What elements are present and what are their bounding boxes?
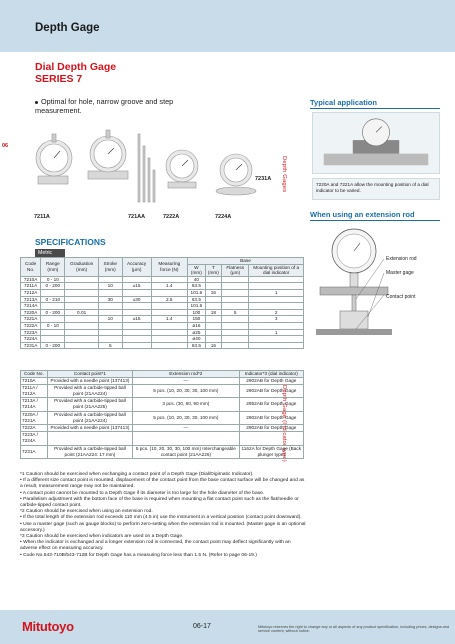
table-cell (222, 276, 249, 283)
feature-text: Optimal for hole, narrow groove and step measurement. (35, 97, 174, 115)
table-cell (249, 322, 304, 329)
feature-bullet (35, 97, 185, 115)
table-cell (222, 303, 249, 310)
table-header: Graduation (mm) (65, 258, 98, 277)
table-cell: 2902AB for Depth Gage (239, 384, 303, 397)
table-row (21, 329, 304, 336)
table-cell: 5 (98, 342, 122, 349)
table-cell (151, 276, 188, 283)
table-cell: 2902AB for Depth Gage (239, 425, 303, 432)
table-cell: 1162A for Depth Gage (Back plunger type) (239, 445, 303, 458)
table-cell: 30 (98, 296, 122, 303)
table-cell (239, 432, 303, 445)
table-cell: 7211A / 7212A (21, 384, 48, 397)
table-header: Code No. (21, 371, 48, 378)
table-cell (47, 432, 132, 445)
table-cell (41, 289, 65, 296)
table-row (21, 316, 304, 323)
table-cell (65, 342, 98, 349)
table-cell: 7222A (21, 425, 48, 432)
table-cell: 7211A (21, 283, 41, 290)
note-line: *2 Caution should be exercised when using an extension rod. (20, 509, 153, 515)
table-cell (205, 276, 221, 283)
table-header: W (mm) (188, 264, 206, 276)
table-cell: 5 (222, 309, 249, 316)
table-cell (222, 296, 249, 303)
table-row (21, 322, 304, 329)
table-cell (65, 316, 98, 323)
table-cell (205, 303, 221, 310)
table-cell: 101.6 (188, 303, 206, 310)
table-cell (205, 316, 221, 323)
note-line: • When the indicator is exchanged and a longer extension rod is connected, the contact point may deflect significantly with an adverse effect on measuring accuracy. (20, 540, 291, 552)
table-cell: 0 - 10 (41, 276, 65, 283)
table-cell: 3 pcs. (30, 60, 90 mm) (133, 398, 239, 411)
table-header: Stroke (mm) (98, 258, 122, 277)
table-row (21, 425, 304, 432)
table-cell (98, 322, 122, 329)
table-header: Mounting position of a dial indicator (249, 264, 304, 276)
page-title: Depth Gage (35, 22, 100, 34)
product-label-1: 7211A (34, 214, 50, 220)
table-cell: 7221A (21, 316, 41, 323)
table-cell (41, 336, 65, 343)
table-cell: Provided with a carbide-tipped ball point (21AA224) (47, 384, 132, 397)
table-cell (249, 342, 304, 349)
table-cell (205, 329, 221, 336)
note-line: • If the total length of the extension rod exceeds 110 mm (4.5 in) use the instrument in a vertical position (contact point downward). (20, 515, 302, 521)
table-cell (151, 342, 188, 349)
table-row (21, 309, 304, 316)
product-label-3: 7222A (163, 214, 180, 220)
table-header: Measuring force (N) (151, 258, 188, 277)
master-gage-label: Master gage (386, 270, 414, 276)
table-cell: 7214A (21, 303, 41, 310)
specifications-title: SPECIFICATIONS (35, 237, 106, 247)
note-line: *3 Caution should be exercised when indicators are used on a Depth Gage. (20, 534, 184, 540)
table-cell: 7213A / 7214A (21, 398, 48, 411)
note-line: • If a different size contact point is mounted, displacement of the contact point from the base contact surface will be changed and as a result, measurement range may not be maintained. (20, 478, 305, 490)
note-line: • Use a master gage (such as gauge blocks) to perform zero-setting when the extension rod is mounted. (Master gage is an optional accessory.) (20, 521, 306, 533)
table-cell (151, 336, 188, 343)
table-cell: 5 pcs. (10, 20, 30, 30, 100 mm) (133, 384, 239, 397)
table-cell (65, 283, 98, 290)
specifications-table (20, 257, 304, 349)
table-cell (122, 322, 151, 329)
table-row (21, 296, 304, 303)
table-cell (41, 316, 65, 323)
note-line: • Code No.543-710B/543-712B for Depth Gage has a measuring force less than 1.5 N. (Refer to page 06-19.) (20, 552, 257, 558)
table-cell (249, 276, 304, 283)
table-cell: 1.4 (151, 283, 188, 290)
side-tab-number: 06 (2, 143, 9, 149)
table-cell: 0 - 200 (41, 342, 65, 349)
table-cell (222, 342, 249, 349)
typical-application-caption: 7220A and 7221A allow the mounting position of a dial indicator to be varied. (312, 178, 440, 200)
table-cell: — (133, 377, 239, 384)
table-cell: 1.4 (151, 316, 188, 323)
table-header: Accuracy (μm) (122, 258, 151, 277)
table-row (21, 398, 304, 411)
table-cell: Provided with a needle point (137413) (47, 377, 132, 384)
table-cell (151, 322, 188, 329)
table-cell: 7213A (21, 296, 41, 303)
table-cell (205, 296, 221, 303)
table-row (21, 276, 304, 283)
table-row (21, 445, 304, 458)
table-cell: ø25 (188, 329, 206, 336)
table-cell (222, 322, 249, 329)
table-cell: 7210A (21, 377, 48, 384)
table-cell: 7231A (21, 445, 48, 458)
table-cell: 7212A (21, 289, 41, 296)
table-cell: 101.6 (188, 289, 206, 296)
extension-rod-label: Extension rod (386, 256, 417, 262)
table-cell: Provided with a carbide-tipped ball point (21AA224: 17 mm) (47, 445, 132, 458)
table-cell (98, 303, 122, 310)
table-row (21, 432, 304, 445)
table-cell (65, 296, 98, 303)
table-cell: 2.5 (151, 296, 188, 303)
table-cell: ±15 (122, 316, 151, 323)
table-cell (122, 336, 151, 343)
table-cell (222, 329, 249, 336)
note-line: *1 Caution should be exercised when exchanging a contact point of a Depth Gage (Dial/Digimatic Indicator). (20, 472, 254, 477)
divider (310, 108, 440, 109)
disclaimer: Mitutoyo reserves the right to change any or all aspects of any product specification, including prices, designs and service content, without notice. (258, 625, 450, 633)
table-row (21, 377, 304, 384)
extension-rod-diagram (312, 223, 442, 341)
contact-point-label: Contact point (386, 294, 416, 300)
table-cell: 7231A (21, 342, 41, 349)
table-header: Indicator*3 (dial indicator) (239, 371, 303, 378)
note-line: • Parallelism adjustment with the bottom face of the base is required when mounting a flat contact point such as the flat/needle or carbide-tipped contact point. (20, 496, 299, 509)
table-row (21, 384, 304, 397)
table-cell (41, 303, 65, 310)
table-row (21, 289, 304, 296)
table-header: Range (mm) (41, 258, 65, 277)
accessories-table (20, 370, 304, 459)
table-cell: 10 (98, 283, 122, 290)
table-cell (65, 276, 98, 283)
table-header: Code No. (21, 258, 41, 277)
table-row (21, 283, 304, 290)
product-label-5: 7231A (255, 176, 272, 182)
table-cell: 2 (249, 309, 304, 316)
table-cell: ø40 (188, 336, 206, 343)
table-row (21, 303, 304, 310)
table-cell (151, 289, 188, 296)
table-cell: 16 (205, 342, 221, 349)
table-cell: 16 (205, 289, 221, 296)
product-label-4: 7224A (215, 214, 232, 220)
table-cell: 0 - 200 (41, 283, 65, 290)
table-cell (98, 329, 122, 336)
table-cell: Provided with a needle point (137413) (47, 425, 132, 432)
table-cell (205, 336, 221, 343)
mitutoyo-logo: Mitutoyo (22, 619, 74, 634)
table-cell (151, 309, 188, 316)
product-photo (30, 116, 280, 208)
table-cell (41, 329, 65, 336)
table-cell (65, 322, 98, 329)
notes (20, 472, 306, 559)
table-cell: 0 - 200 (41, 309, 65, 316)
table-cell: Provided with a carbide-tipped ball point (21AA225) (47, 398, 132, 411)
table-cell: 0 - 210 (41, 296, 65, 303)
table-cell (133, 432, 239, 445)
bullet-icon (35, 101, 38, 104)
extension-rod-title: When using an extension rod (310, 210, 415, 219)
table-cell (205, 283, 221, 290)
table-cell (65, 303, 98, 310)
table-cell: 5 pcs. (10, 20, 30, 30, 100 mm) (133, 411, 239, 424)
side-tab-label-bottom: Depth Gage (Indicator type) (281, 385, 287, 462)
table-cell (249, 303, 304, 310)
table-cell (151, 303, 188, 310)
table-cell: 0 - 10 (41, 322, 65, 329)
metric-tag: Metric (35, 249, 65, 257)
table-cell (249, 336, 304, 343)
table-cell: 2902AB for Depth Gage (239, 411, 303, 424)
table-cell: 2952AB for Depth Gage (239, 398, 303, 411)
table-cell: 18 (205, 309, 221, 316)
table-cell (98, 309, 122, 316)
table-cell: 7210A (21, 276, 41, 283)
table-cell (122, 329, 151, 336)
note-line: • A contact point cannot be mounted to a Depth Gage if its diameter is too large for the hole diameter of the base. (20, 490, 265, 496)
table-cell (222, 336, 249, 343)
table-row (21, 411, 304, 424)
product-label-2: 721AA (128, 214, 146, 220)
table-cell: ø16 (188, 322, 206, 329)
typical-application-image (312, 112, 440, 174)
table-cell (98, 289, 122, 296)
table-cell (122, 303, 151, 310)
table-cell (65, 329, 98, 336)
table-cell (122, 342, 151, 349)
table-cell (222, 316, 249, 323)
table-cell (122, 309, 151, 316)
table-cell: 7224A (21, 336, 41, 343)
table-cell: 63.5 (188, 283, 206, 290)
table-header: Extension rod*2 (133, 371, 239, 378)
table-cell: 63.5 (188, 296, 206, 303)
table-cell (249, 296, 304, 303)
table-header: Contact point*1 (47, 371, 132, 378)
series-title (35, 61, 116, 85)
table-cell (222, 289, 249, 296)
table-cell: — (133, 425, 239, 432)
table-cell: 150 (188, 316, 206, 323)
divider (310, 220, 440, 221)
table-cell: 7220A / 7221A (21, 411, 48, 424)
table-cell (65, 289, 98, 296)
table-cell: 1 (249, 289, 304, 296)
table-cell (205, 322, 221, 329)
table-row (21, 342, 304, 349)
table-cell: 100 (188, 309, 206, 316)
table-cell: 7220A (21, 309, 41, 316)
table-cell: 5 pcs. (10, 20, 30, 30, 100 mm) Interchangeable contact point (21AA226) (133, 445, 239, 458)
table-cell: 3 (249, 316, 304, 323)
series-line-1: Dial Depth Gage (35, 61, 117, 73)
table-cell: 7223A / 7224A (21, 432, 48, 445)
table-cell (65, 336, 98, 343)
table-cell (98, 336, 122, 343)
table-row (21, 336, 304, 343)
table-cell: 0.01 (65, 309, 98, 316)
table-cell: Provided with a carbide-tipped ball point (21AA224) (47, 411, 132, 424)
table-header: Base (188, 258, 304, 265)
typical-application-title: Typical application (310, 98, 377, 107)
table-cell (122, 276, 151, 283)
table-cell: 2902AB for Depth Gage (239, 377, 303, 384)
table-cell: ±30 (122, 296, 151, 303)
table-cell: 40 (188, 276, 206, 283)
table-cell (222, 283, 249, 290)
table-cell: 7222A (21, 322, 41, 329)
table-cell (151, 329, 188, 336)
table-cell: 63.5 (188, 342, 206, 349)
table-cell: 10 (98, 316, 122, 323)
side-tab-label: Depth Gages (281, 156, 287, 193)
table-header: T (mm) (205, 264, 221, 276)
table-cell: 7223A (21, 329, 41, 336)
table-cell: ±15 (122, 283, 151, 290)
table-cell (249, 283, 304, 290)
table-cell (122, 289, 151, 296)
table-cell: 1 (249, 329, 304, 336)
page-number: 06-17 (193, 623, 211, 630)
table-header: Flatness (μm) (222, 264, 249, 276)
table-cell (98, 276, 122, 283)
series-line-2: SERIES 7 (35, 73, 83, 85)
